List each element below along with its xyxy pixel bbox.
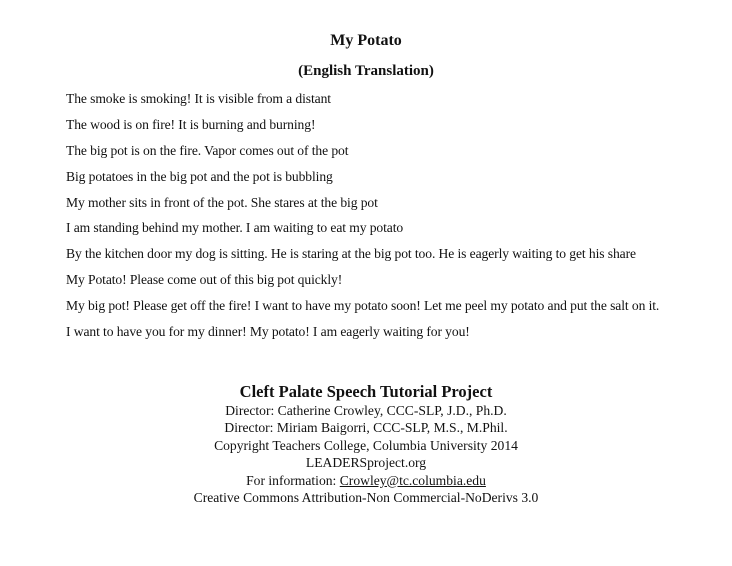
credits-block [0, 382, 732, 506]
website-line: LEADERSproject.org [305, 455, 427, 471]
poem-lines [66, 89, 706, 348]
poem-line: By the kitchen door my dog is sitting. He is staring at the big pot too. He is eagerly waiting to get his share [66, 246, 636, 262]
document-title: My Potato [330, 32, 402, 49]
poem-line: My big pot! Please get off the fire! I want to have my potato soon! Let me peel my potato and put the salt on it. [66, 298, 660, 314]
info-line [0, 472, 732, 489]
poem-line: The big pot is on the fire. Vapor comes out of the pot [66, 142, 349, 158]
email-link[interactable]: Crowley@tc.columbia.edu [339, 472, 486, 488]
poem-line: I want to have you for my dinner! My potato! I am eagerly waiting for you! [66, 324, 470, 340]
director-line: Director: Miriam Baigorri, CCC-SLP, M.S., M.Phil. [224, 420, 508, 436]
poem-line: The smoke is smoking! It is visible from a distant [66, 91, 331, 106]
project-title: Cleft Palate Speech Tutorial Project [239, 382, 493, 401]
license-line: Creative Commons Attribution-Non Commercial-NoDerivs 3.0 [193, 490, 539, 506]
info-label: For information: [246, 472, 340, 488]
poem-line: Big potatoes in the big pot and the pot is bubbling [66, 168, 333, 184]
copyright-line: Copyright Teachers College, Columbia University 2014 [214, 437, 518, 453]
director-line: Director: Catherine Crowley, CCC-SLP, J.D., Ph.D. [225, 403, 507, 418]
poem-line: I am standing behind my mother. I am waiting to eat my potato [66, 220, 404, 236]
poem-line: The wood is on fire! It is burning and burning! [66, 116, 316, 132]
poem-line: My Potato! Please come out of this big pot quickly! [66, 272, 343, 288]
poem-line: My mother sits in front of the pot. She stares at the big pot [66, 194, 378, 210]
document-subtitle: (English Translation) [298, 63, 434, 79]
